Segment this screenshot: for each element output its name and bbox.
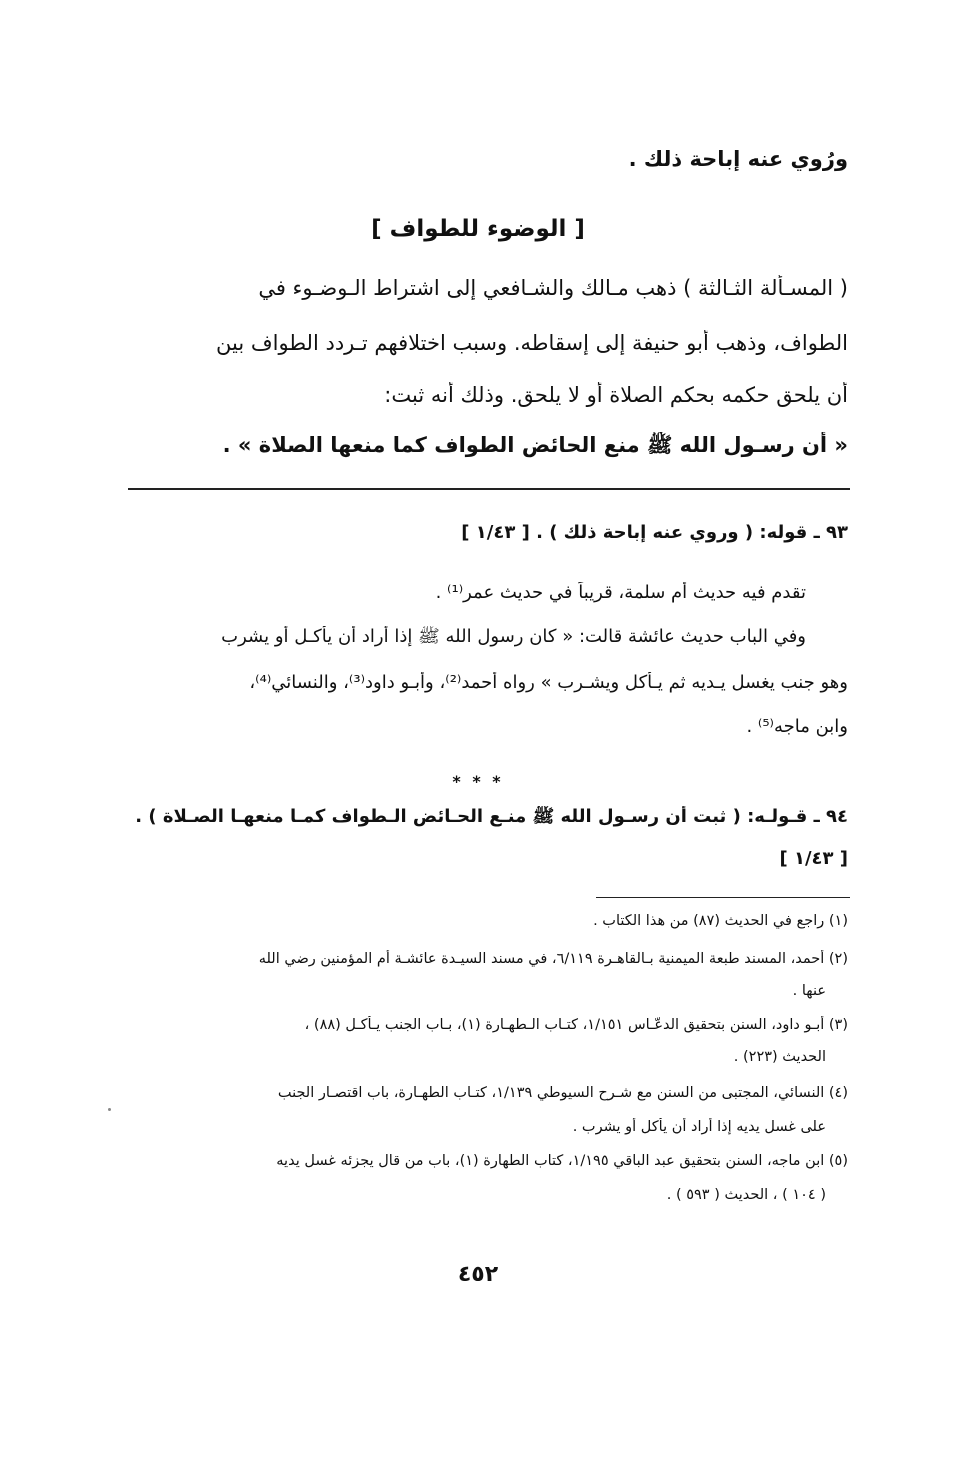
page-number: ٤٥٢ [457, 1262, 499, 1287]
section-separator: * * * [452, 772, 504, 791]
section-heading: [ الوضوء للطواف ] [371, 216, 585, 242]
footnote-4-continuation: على غسل يديه إذا أراد أن يأكل أو يشرب . [572, 1119, 826, 1135]
footnote-2-continuation: عنها . [792, 983, 826, 999]
commentary-93-header: ٩٣ ـ قوله: ( وروي عنه إباحة ذلك ) . [ ١/٤٣ ] [461, 522, 848, 543]
paragraph-line: أن يلحق حكمه بحكم الصلاة أو لا يلحق. وذلك أنه ثبت: [384, 383, 848, 407]
paragraph-line: الطواف، وذهب أبو حنيفة إلى إسقاطه. وسبب اختلافهم تـردد الطواف بين [216, 331, 848, 355]
footnote-1: (١) راجع في الحديث (٨٧) من هذا الكتاب . [593, 913, 848, 929]
commentary-line: وهو جنب يغسل يـديه ثم يـأكل ويشـرب » رواه أحمد⁽²⁾، وأبـو داود⁽³⁾، والنسائي⁽⁴⁾، [249, 672, 848, 693]
paragraph-line: ( المسـألة الثـالثة ) ذهب مـالك والشـافعي إلى اشتراط الـوضـوء في [258, 276, 848, 300]
footnote-3-continuation: الحديث (٢٢٣) . [733, 1049, 826, 1065]
footnote-5-continuation: ( ١٠٤ ) ، الحديث ( ٥٩٣ ) . [666, 1187, 826, 1203]
scan-speck [108, 1108, 111, 1111]
opening-line: ورُوي عنه إباحة ذلك . [628, 147, 848, 171]
footnote-3: (٣) أبـو داود، السنن بتحقيق الدعّـاس ١/١٥١، كتـاب الـطهـارة (١)، بـاب الجنب يـأكـل (٨٨) ، [304, 1017, 848, 1033]
hadith-quote: « أن رسـول الله ﷺ منع الحائض الطواف كما منعها الصلاة » . [222, 433, 848, 457]
commentary-line: وابن ماجه⁽⁵⁾ . [746, 716, 848, 737]
commentary-line: وفي الباب حديث عائشة قالت: « كان رسول الله ﷺ إذا أراد أن يأكـل أو يشرب [221, 626, 806, 647]
commentary-94-reference: [ ١/٤٣ ] [779, 848, 848, 869]
commentary-94-header: ٩٤ ـ قـولـه: ( ثبت أن رسـول الله ﷺ منـع الحـائض الـطواف كمـا منعهـا الصـلاة ) . [135, 806, 848, 827]
footnote-2: (٢) أحمد، المسند طبعة الميمنية بـالقاهـرة ٦/١١٩، في مسند السيـدة عائشـة أم المؤمنين رضي الله [258, 951, 848, 967]
footnote-5: (٥) ابن ماجه، السنن بتحقيق عبد الباقي ١/١٩٥، كتاب الطهارة (١)، باب من قال يجزئه غسل يديه [276, 1153, 848, 1169]
footnote-divider [596, 897, 850, 898]
footnote-4: (٤) النسائي، المجتبى من السنن مع شـرح السيوطي ١/١٣٩، كتـاب الطهـارة، باب اقتصـار الجنب [277, 1085, 848, 1101]
commentary-line: تقدم فيه حديث أم سلمة، قريباً في حديث عمر⁽¹⁾ . [435, 582, 806, 603]
main-text-divider [128, 488, 850, 490]
